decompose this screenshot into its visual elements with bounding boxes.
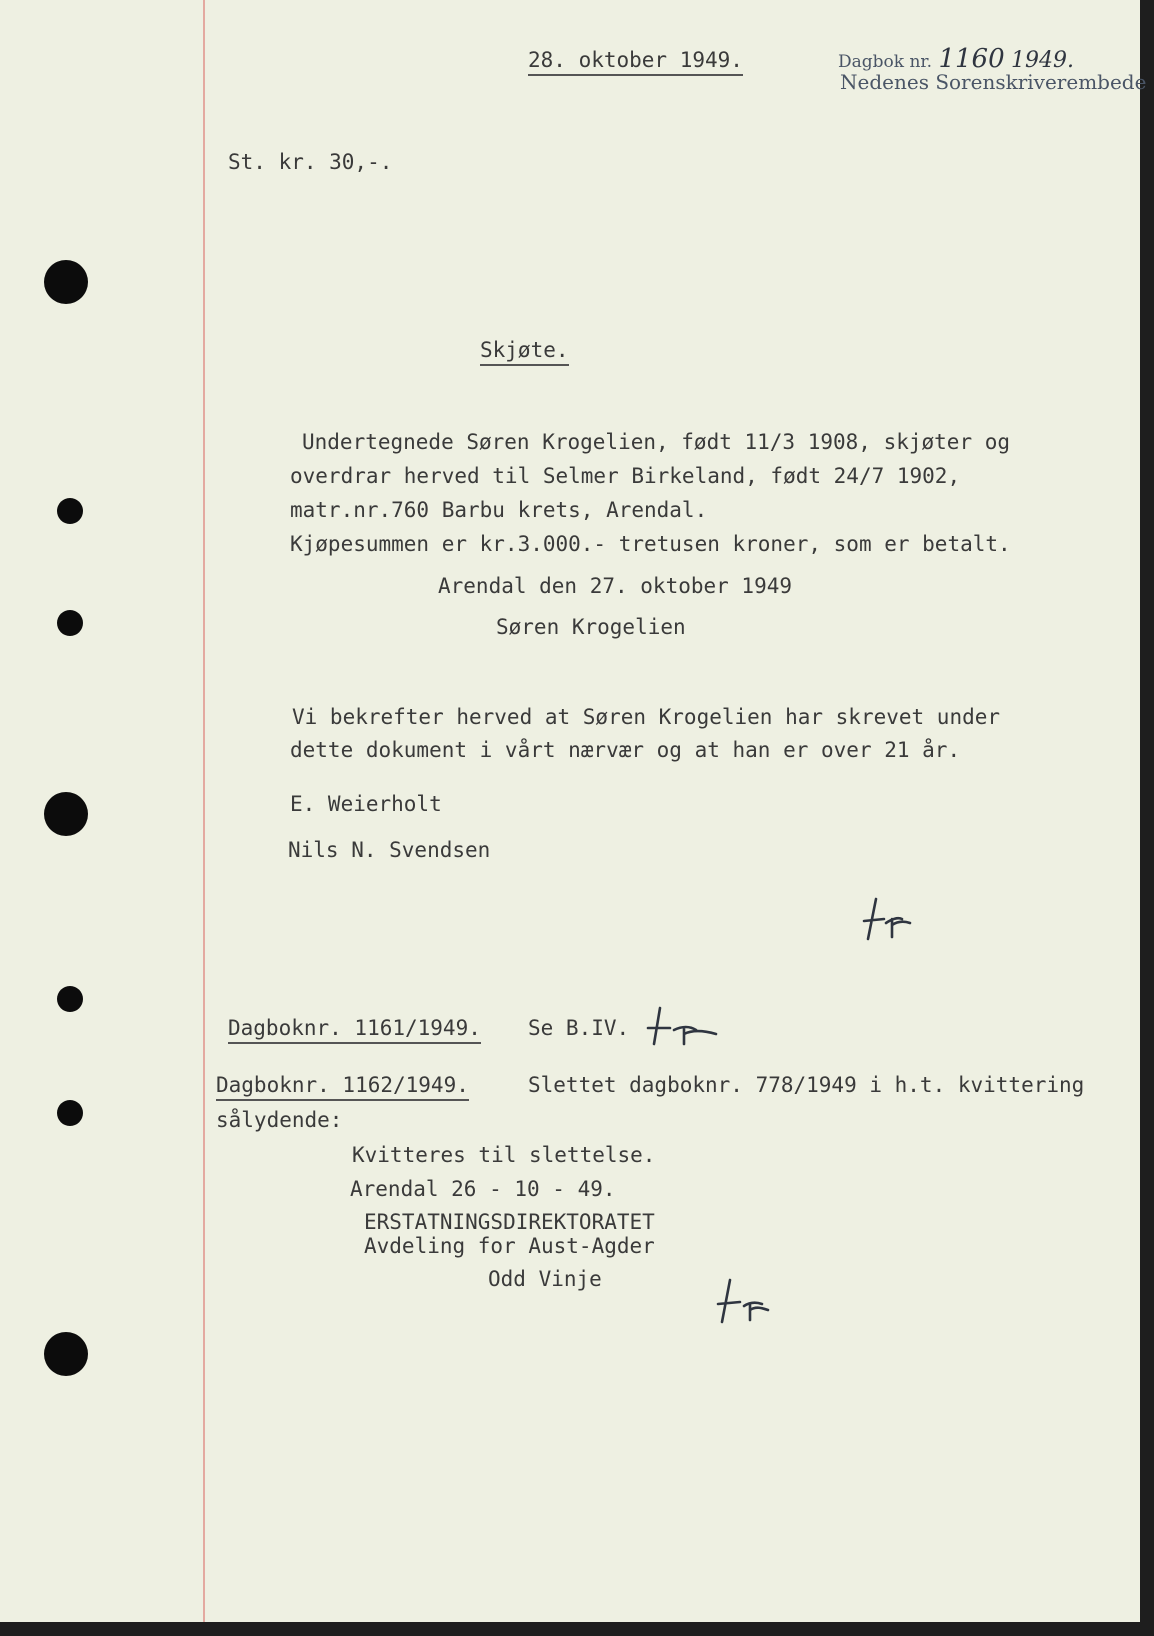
- diary-entry-ref: Dagboknr. 1162/1949.: [216, 1073, 469, 1101]
- stamp-number: 1160: [938, 44, 1005, 74]
- punch-hole: [57, 498, 83, 524]
- witness-line: Vi bekrefter herved at Søren Krogelien har skrevet under: [292, 705, 1001, 729]
- document-title: Skjøte.: [480, 338, 569, 366]
- stamp-year: 1949.: [1010, 48, 1074, 73]
- place-date: Arendal den 27. oktober 1949: [438, 574, 793, 598]
- stamp-office: Nedenes Sorenskriverembede: [840, 70, 1147, 94]
- body-line: overdrar herved til Selmer Birkeland, født 24/7 1902,: [290, 464, 961, 488]
- punch-hole: [57, 986, 83, 1012]
- punch-hole: [44, 792, 88, 836]
- body-line: matr.nr.760 Barbu krets, Arendal.: [290, 498, 708, 522]
- handwritten-initials: [714, 1276, 770, 1326]
- receipt-line: ERSTATNINGSDIREKTORATET: [364, 1210, 655, 1234]
- stamp-fee: St. kr. 30,-.: [228, 150, 393, 174]
- stamp-label: Dagbok nr.: [838, 52, 933, 72]
- receipt-line: Avdeling for Aust-Agder: [364, 1234, 655, 1258]
- receipt-line: Kvitteres til slettelse.: [352, 1143, 656, 1167]
- seller-signature: Søren Krogelien: [496, 615, 686, 639]
- receipt-line: Arendal 26 - 10 - 49.: [350, 1177, 616, 1201]
- receipt-signature: Odd Vinje: [488, 1267, 602, 1291]
- witness-name: E. Weierholt: [290, 792, 442, 816]
- margin-rule: [203, 0, 205, 1622]
- punch-hole: [44, 260, 88, 304]
- diary-entry-cont: sålydende:: [216, 1108, 343, 1132]
- body-line: Kjøpesummen er kr.3.000.- tretusen kroner, som er betalt.: [290, 532, 1011, 556]
- document-date: 28. oktober 1949.: [528, 48, 743, 76]
- body-line: Undertegnede Søren Krogelien, født 11/3 1908, skjøter og: [302, 430, 1011, 454]
- handwritten-initials: [862, 895, 914, 945]
- punch-hole: [44, 1332, 88, 1376]
- scan-border: [0, 1622, 1154, 1636]
- punch-hole: [57, 1100, 83, 1126]
- handwritten-initials: [646, 1004, 726, 1048]
- diary-entry-ref: Dagboknr. 1161/1949.: [228, 1016, 481, 1044]
- punch-hole: [57, 610, 83, 636]
- diary-entry-note: Se B.IV.: [528, 1016, 630, 1040]
- diary-entry-note: Slettet dagboknr. 778/1949 i h.t. kvittering: [528, 1073, 1085, 1097]
- witness-line: dette dokument i vårt nærvær og at han er over 21 år.: [290, 738, 961, 762]
- witness-name: Nils N. Svendsen: [288, 838, 491, 862]
